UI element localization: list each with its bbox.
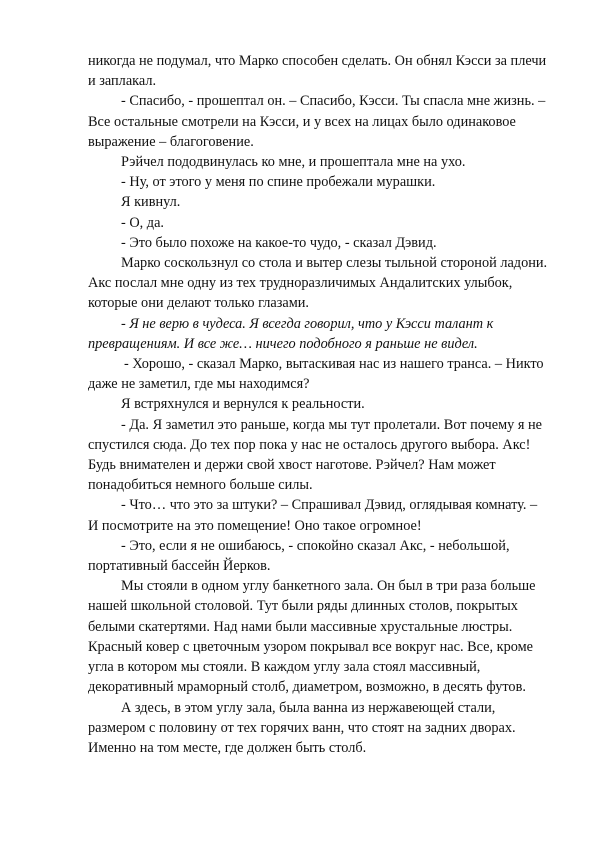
paragraph: - Хорошо, - сказал Марко, вытаскивая нас из нашего транса. – Никто даже не заметил, где мы находимся?	[88, 356, 544, 393]
paragraph: - Да. Я заметил это раньше, когда мы тут пролетали. Вот почему я не спустился сюда. До тех пор пока у нас не осталось другого выбора. Акс! Будь внимателен и держи свой хвост наготове. Рэйчел? Нам может понадобиться немного больше силы.	[88, 416, 543, 494]
paragraph: Я встряхнулся и вернулся к реальности.	[121, 396, 365, 413]
paragraph: - Ну, от этого у меня по спине пробежали мурашки.	[121, 174, 436, 191]
paragraph: А здесь, в этом углу зала, была ванна из нержавеющей стали, размером с половину от тех горячих ванн, что стоят на задних дворах. Именно на том месте, где должен быть столб.	[88, 699, 516, 756]
paragraph: - Это было похоже на какое-то чудо, - сказал Дэвид.	[121, 234, 437, 251]
paragraph: Я кивнул.	[121, 194, 181, 211]
paragraph-italic: - Я не верю в чудеса. Я всегда говорил, что у Кэсси талант к превращениям. И все же… ничего подобного я раньше не видел.	[88, 315, 494, 352]
body-text	[88, 51, 550, 758]
paragraph: Рэйчел пододвинулась ко мне, и прошептала мне на ухо.	[121, 154, 466, 171]
paragraph: - Что… что это за штуки? – Спрашивал Дэвид, оглядывая комнату. – И посмотрите на это помещение! Оно такое огромное!	[88, 497, 538, 534]
paragraph: - Это, если я не ошибаюсь, - спокойно сказал Акс, - небольшой, портативный бассейн Йерков.	[88, 537, 510, 575]
paragraph: Мы стояли в одном углу банкетного зала. Он был в три раза больше нашей школьной столовой. Тут были ряды длинных столов, покрытых белыми скатертями. Над нами были массивные хрустальные люстры. Красный ковер с цветочным узором покрывал все вокруг нас. Все, кроме угла в котором мы стояли. В каждом углу зала стоял массивный, декоративный мраморный столб, диаметром, возможно, в десять футов.	[88, 578, 536, 696]
paragraph: - Спасибо, - прошептал он. – Спасибо, Кэсси. Ты спасла мне жизнь. – Все остальные смотрели на Кэсси, и у всех на лицах было одинаковое выражение – благоговение.	[88, 93, 546, 150]
paragraph: - О, да.	[121, 214, 165, 231]
paragraph: Марко соскользнул со стола и вытер слезы тыльной стороной ладони. Акс послал мне одну из тех трудноразличимых Андалитских улыбок, которые они делают только глазами.	[88, 255, 548, 312]
paragraph: никогда не подумал, что Марко способен сделать. Он обнял Кэсси за плечи и заплакал.	[88, 53, 547, 90]
